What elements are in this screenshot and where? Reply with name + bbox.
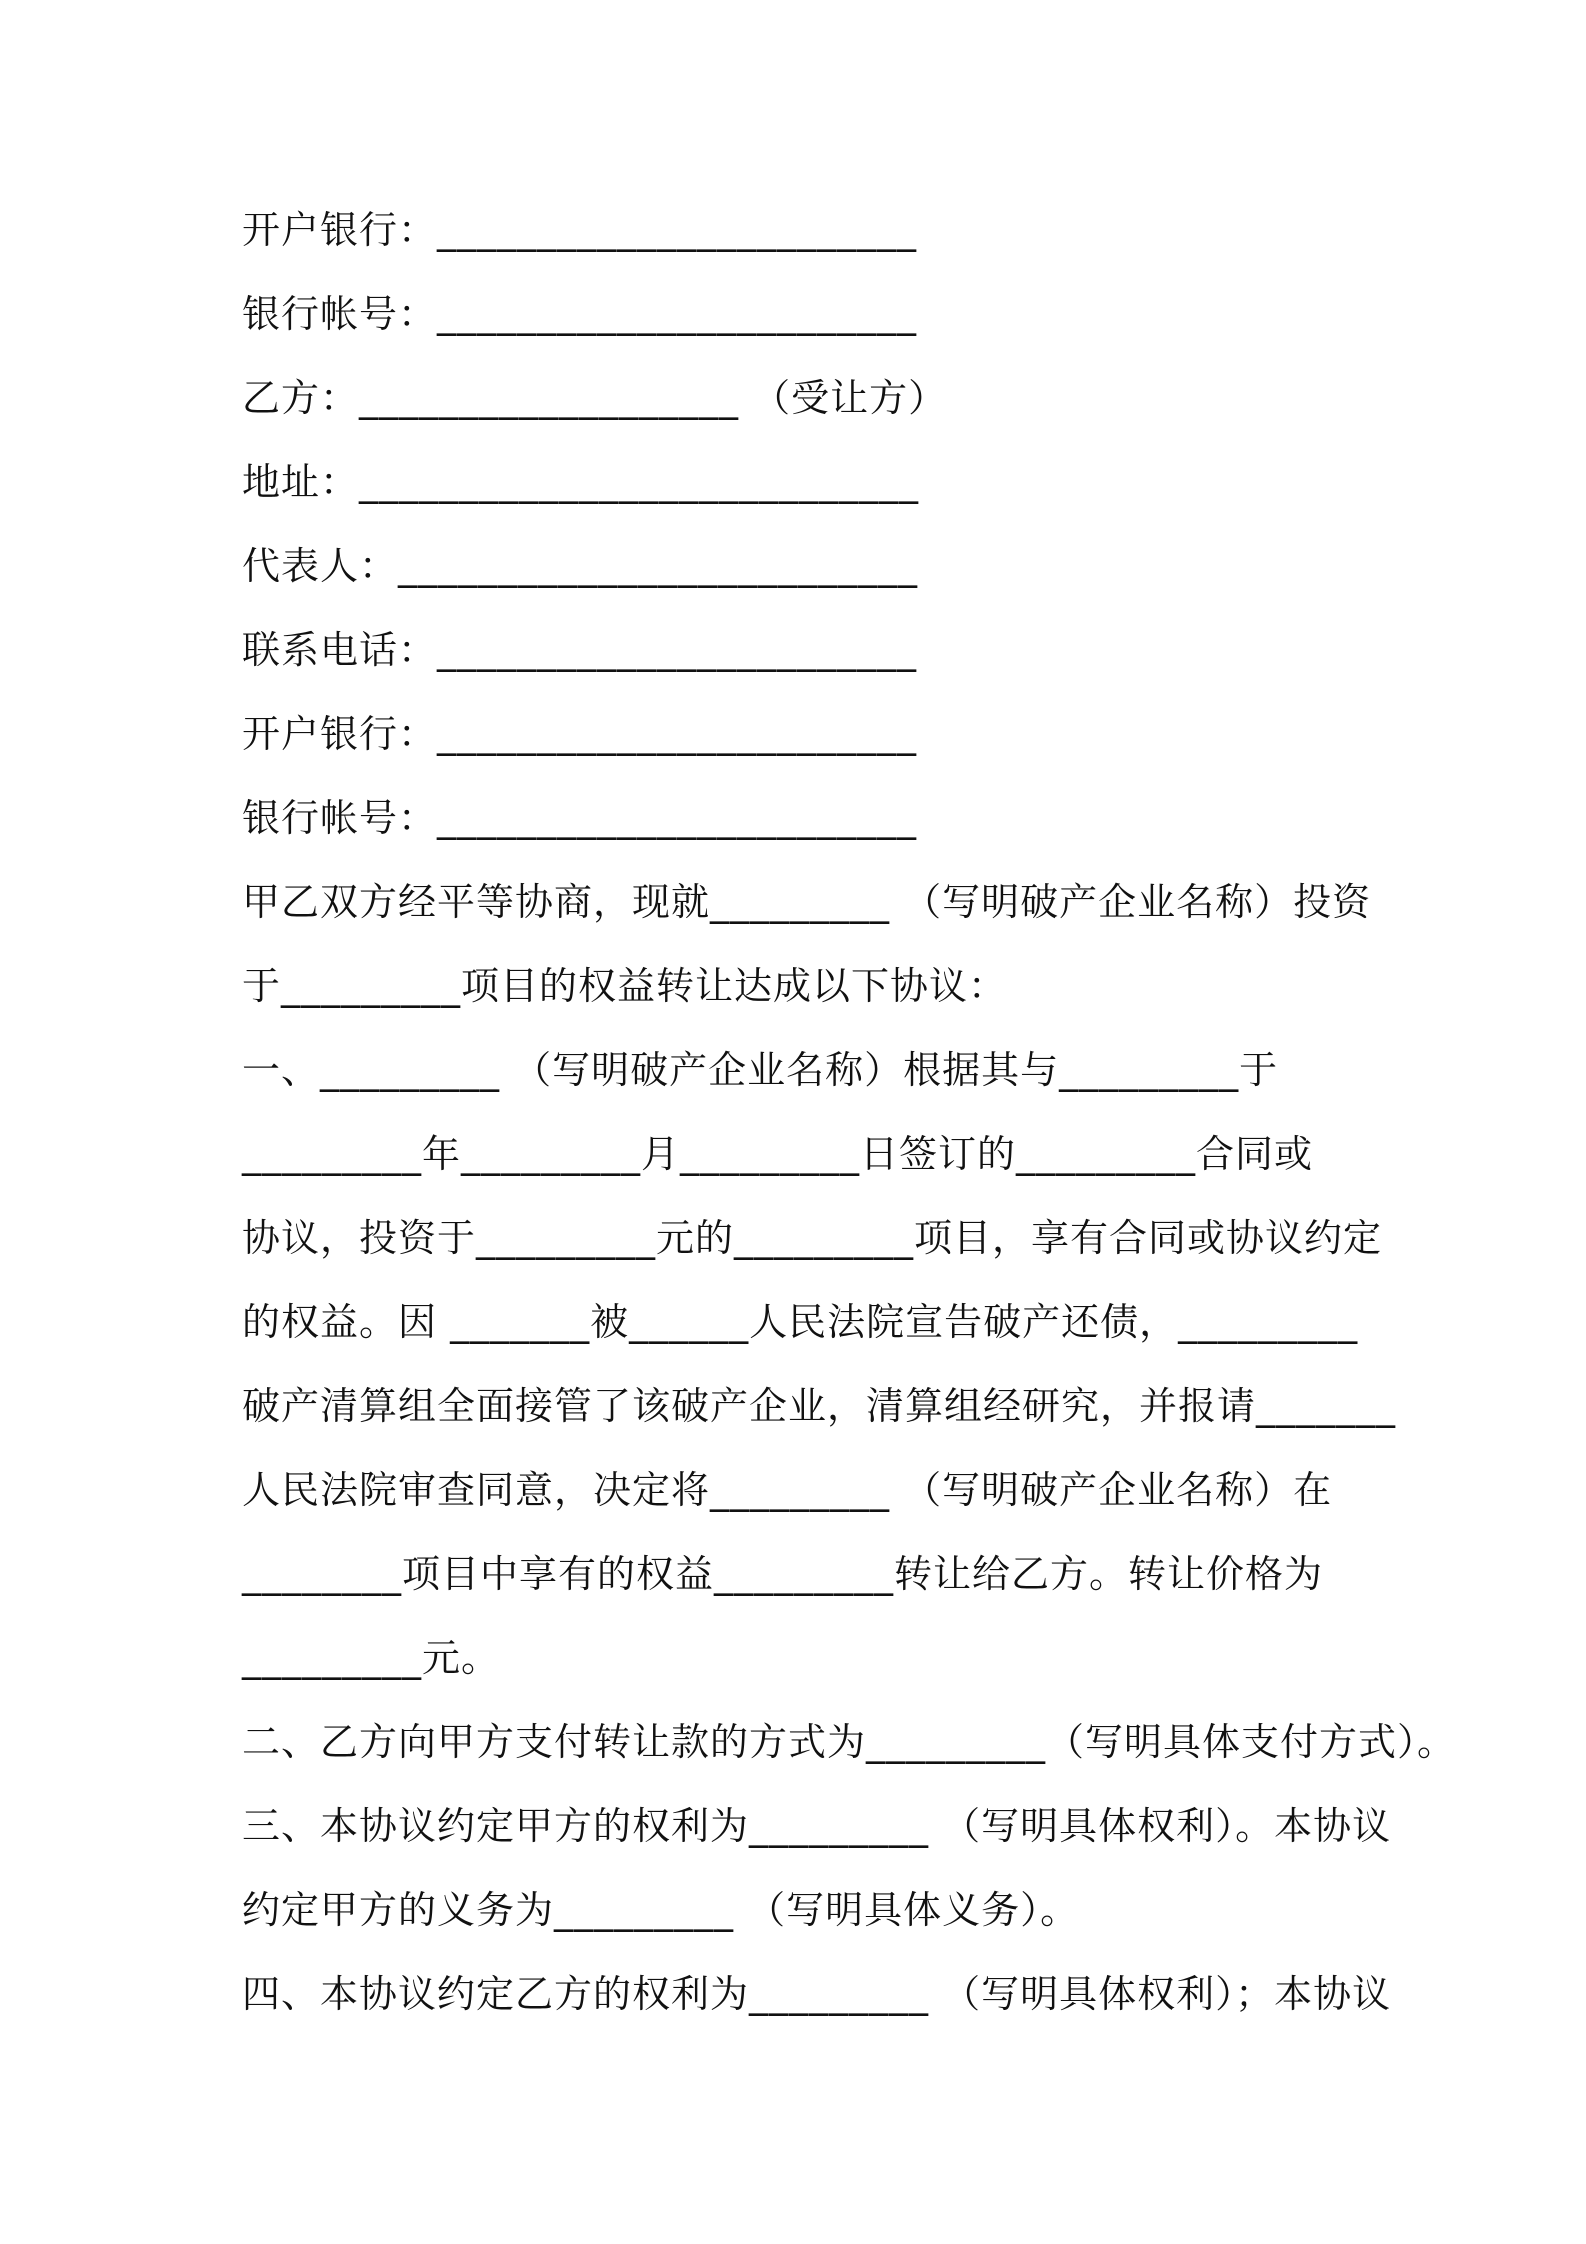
text-line: 的权益。因 _______被______人民法院宣告破产还债，_________ — [242, 1300, 1359, 1344]
text-line: 银行帐号：________________________ — [242, 796, 918, 840]
text-line: 甲乙双方经平等协商，现就_________ （写明破产企业名称）投资 — [242, 880, 1372, 924]
text-line: _________元。 — [242, 1636, 501, 1680]
text-line: 开户银行：________________________ — [242, 208, 918, 252]
text-line: 开户银行：________________________ — [242, 712, 918, 756]
text-line: _________年_________月_________日签订的_________合同或 — [242, 1132, 1314, 1176]
text-line: 代表人：__________________________ — [242, 544, 919, 588]
text-line: 三、本协议约定甲方的权利为_________ （写明具体权利）。本协议 — [242, 1804, 1392, 1848]
text-line: 联系电话：________________________ — [242, 628, 918, 672]
text-line: 协议，投资于_________元的_________项目，享有合同或协议约定 — [242, 1216, 1383, 1260]
text-line: 乙方：___________________ （受让方） — [242, 376, 948, 420]
text-line: 四、本协议约定乙方的权利为_________ （写明具体权利）；本协议 — [242, 1972, 1392, 2016]
text-line: 一、_________ （写明破产企业名称）根据其与_________于 — [242, 1048, 1279, 1092]
text-line: 于_________项目的权益转让达成以下协议： — [242, 964, 1008, 1008]
text-line: 破产清算组全面接管了该破产企业，清算组经研究，并报请_______ — [242, 1384, 1397, 1428]
text-line: 人民法院审查同意，决定将_________ （写明破产企业名称）在 — [242, 1468, 1333, 1512]
text-line: 地址：____________________________ — [242, 460, 920, 504]
text-line: 银行帐号：________________________ — [242, 292, 918, 336]
text-line: 约定甲方的义务为_________ （写明具体义务）。 — [242, 1888, 1080, 1932]
text-line: 二、乙方向甲方支付转让款的方式为_________（写明具体支付方式）。 — [242, 1720, 1457, 1764]
text-line: ________项目中享有的权益_________转让给乙方。转让价格为 — [242, 1552, 1324, 1596]
